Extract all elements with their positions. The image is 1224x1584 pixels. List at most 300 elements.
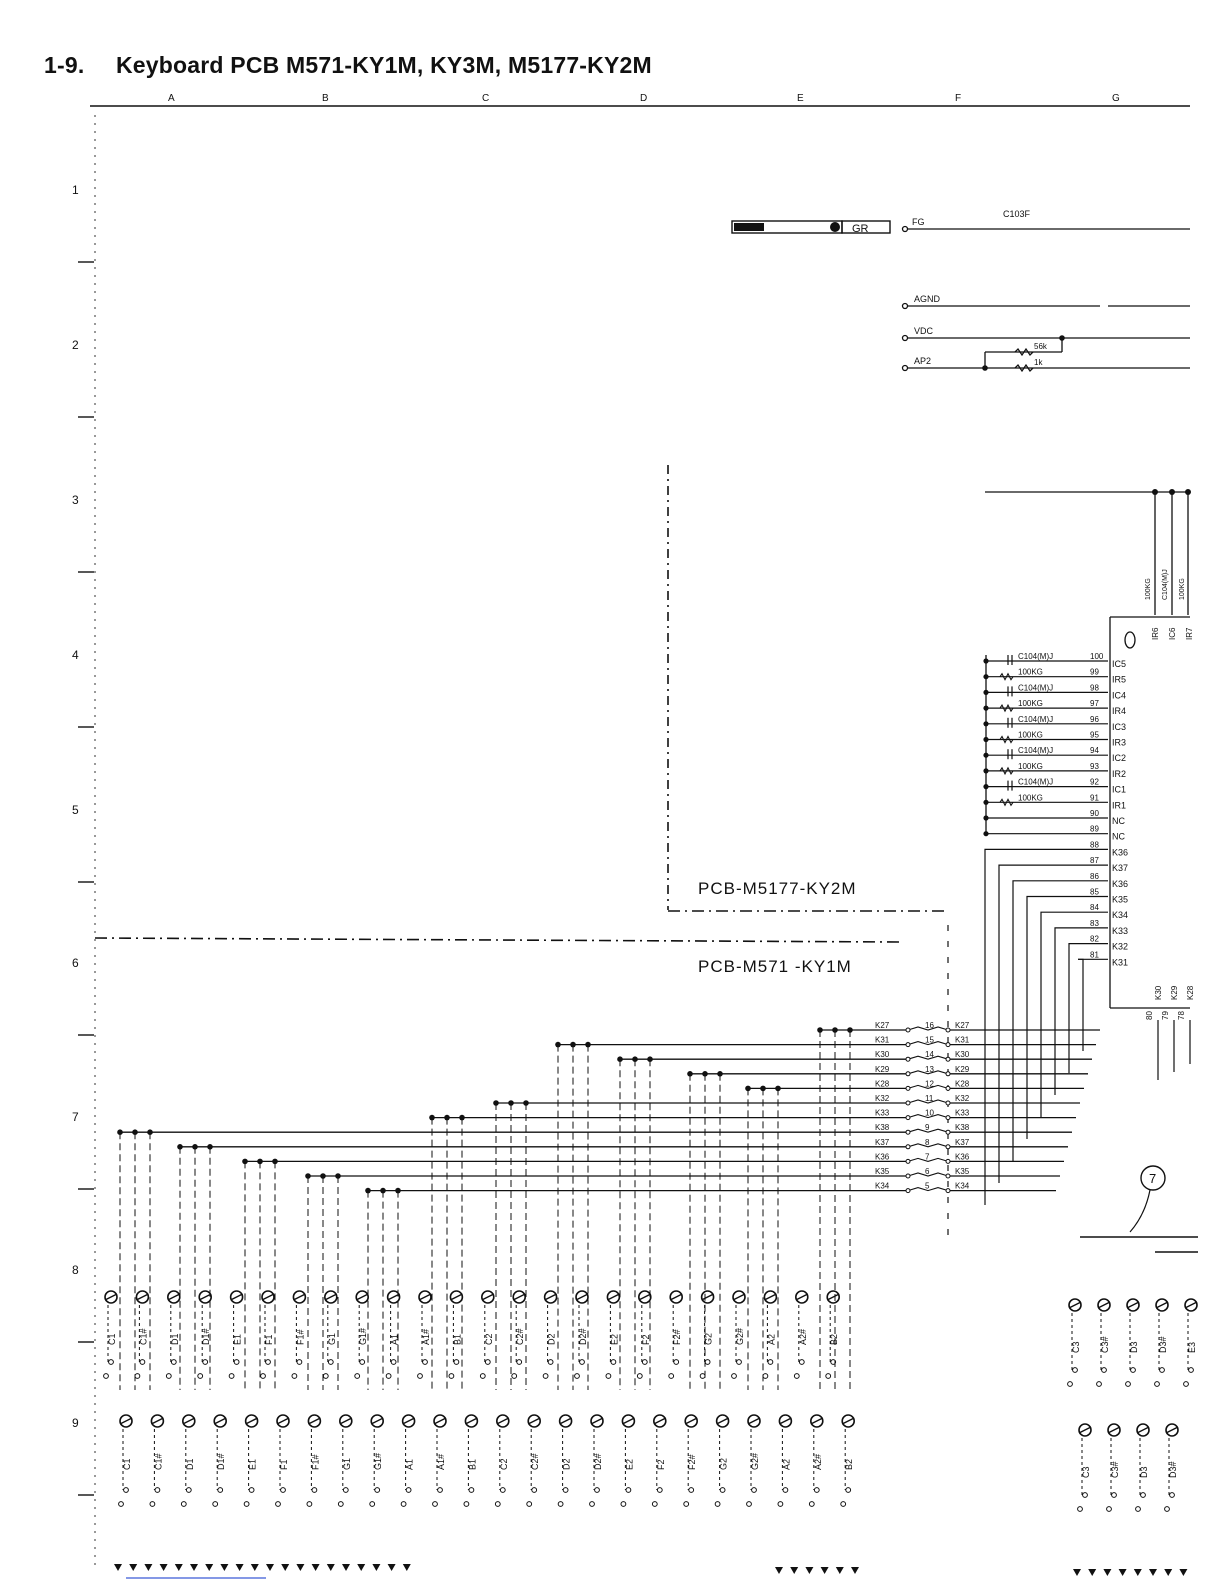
key-switch: [464, 1415, 477, 1506]
ky1m-boundary: [95, 938, 900, 942]
key-switch-bar: [1166, 1427, 1178, 1433]
row-label: 5: [72, 803, 79, 817]
pin-number: 100: [1090, 652, 1104, 661]
key-contact: [500, 1488, 505, 1493]
key-contact: [689, 1488, 694, 1493]
right-key-switches-row1: [1068, 1299, 1197, 1386]
key-label: E1: [247, 1458, 258, 1470]
key-contact: [543, 1374, 548, 1379]
key-contact: [229, 1374, 234, 1379]
key-contact: [292, 1374, 297, 1379]
pin-number: 80: [1145, 1011, 1154, 1020]
key-contact: [244, 1502, 249, 1507]
ground-symbol: [327, 1564, 335, 1571]
pin-label: IC5: [1112, 659, 1127, 669]
key-label: E3: [1187, 1341, 1197, 1353]
key-switch: [575, 1291, 588, 1378]
key-label: D3: [1139, 1466, 1149, 1478]
key-switch-bar: [246, 1418, 258, 1424]
ap2-node: [982, 365, 988, 371]
key-label: A1: [404, 1458, 415, 1470]
upper-component-label: 100KG: [1179, 578, 1186, 600]
key-contact: [841, 1502, 846, 1507]
key-label: F2#: [687, 1454, 698, 1470]
key-switch-bar: [340, 1418, 352, 1424]
column-label: A: [168, 93, 175, 104]
key-label: F1#: [295, 1329, 306, 1345]
key-contact: [249, 1488, 254, 1493]
key-switch: [355, 1291, 368, 1378]
pin-number: 88: [1090, 840, 1099, 850]
key-switch: [1155, 1299, 1168, 1386]
ground-symbol: [296, 1564, 304, 1571]
pin-part: C104(M)J: [1018, 777, 1054, 787]
key-contact: [590, 1502, 595, 1507]
key-label: F1: [279, 1459, 289, 1470]
pin-label: K33: [1112, 925, 1129, 936]
pin-label: IR5: [1112, 674, 1127, 685]
key-label: A1#: [421, 1328, 431, 1345]
connector-pin: [983, 699, 1126, 716]
key-switch: [104, 1291, 117, 1378]
key-contact: [642, 1360, 647, 1365]
k-contact-node: [906, 1159, 910, 1163]
key-contact: [104, 1374, 109, 1379]
connector-pin: [1078, 935, 1128, 952]
key-contact: [449, 1374, 454, 1379]
key-label: G1#: [358, 1327, 369, 1345]
k-contact-node: [906, 1043, 910, 1047]
callout-leader: [1130, 1190, 1150, 1232]
key-switch-bar: [1137, 1427, 1149, 1433]
k-contact-node: [906, 1189, 910, 1193]
k-right-label: K37: [955, 1137, 970, 1147]
key-switch: [590, 1415, 603, 1506]
key-contact: [1126, 1382, 1131, 1387]
pin-number: 99: [1090, 667, 1099, 677]
pin-label: IC2: [1112, 753, 1127, 764]
vdc-terminal: [903, 336, 908, 341]
key-contact: [700, 1374, 705, 1379]
key-contact: [480, 1374, 485, 1379]
key-contact: [338, 1502, 343, 1507]
ground-symbol: [144, 1564, 152, 1571]
key-switch-bar: [607, 1294, 619, 1300]
key-contact: [343, 1488, 348, 1493]
connector-pin: [983, 793, 1126, 810]
k-connector-row: [305, 1167, 1060, 1390]
key-switch-bar: [513, 1294, 525, 1300]
key-label: G2#: [750, 1452, 760, 1470]
key-switch: [543, 1291, 556, 1378]
k-pin-number: 14: [925, 1050, 934, 1060]
ground-strips: [114, 1564, 1187, 1578]
key-label: A1: [389, 1333, 400, 1345]
key-switch: [292, 1291, 305, 1378]
connector-pin: [1078, 872, 1128, 889]
pin-number: 79: [1161, 1011, 1170, 1020]
key-contact: [1160, 1368, 1165, 1373]
ground-symbol: [342, 1564, 350, 1571]
upper-pins: [1151, 627, 1194, 640]
key-switch: [715, 1415, 728, 1506]
k-left-label: K29: [875, 1064, 890, 1074]
key-contact: [846, 1488, 851, 1493]
pin-part: 100KG: [1018, 667, 1043, 677]
pin-part: 100KG: [1018, 730, 1043, 740]
key-switch-bar: [1098, 1302, 1110, 1308]
key-switch: [1097, 1299, 1110, 1386]
key-switch-bar: [1156, 1302, 1168, 1308]
key-switch: [826, 1291, 839, 1378]
key-switch: [1078, 1424, 1091, 1511]
ground-symbol: [790, 1567, 798, 1574]
connector-pin: [983, 668, 1126, 685]
column-label: E: [797, 93, 804, 104]
key-contact: [763, 1374, 768, 1379]
pin-label: K35: [1112, 894, 1129, 905]
key-label: D3: [1129, 1341, 1139, 1353]
key-contact: [135, 1374, 140, 1379]
pin-label: NC: [1112, 816, 1125, 826]
key-contact: [423, 1360, 428, 1365]
key-switch-bar: [231, 1294, 243, 1300]
connector-pin: [983, 825, 1125, 842]
key-contact: [606, 1374, 611, 1379]
pin-number: 98: [1090, 683, 1099, 693]
key-switch-bar: [465, 1418, 477, 1424]
key-contact: [1102, 1368, 1107, 1373]
key-switch-bar: [654, 1418, 666, 1424]
key-switch: [637, 1291, 650, 1378]
k-left-label: K34: [875, 1181, 890, 1191]
k-contact-node: [906, 1086, 910, 1090]
key-contact: [155, 1488, 160, 1493]
column-label: G: [1112, 93, 1120, 104]
key-label: B2: [844, 1458, 855, 1470]
key-switch: [652, 1415, 665, 1506]
pin-number: 93: [1090, 761, 1099, 771]
pin-number: 82: [1090, 934, 1099, 944]
k-right-label: K34: [955, 1181, 970, 1191]
key-switch-bar: [434, 1418, 446, 1424]
key-contact: [307, 1502, 312, 1507]
ground-symbol: [388, 1564, 396, 1571]
k-pin-number: 16: [925, 1021, 934, 1030]
right-key-switches-row2: [1078, 1424, 1178, 1511]
key-label: A2: [766, 1333, 777, 1345]
key-contact: [454, 1360, 459, 1365]
key-contact: [297, 1360, 302, 1365]
key-switch: [261, 1291, 274, 1378]
ground-symbol: [775, 1567, 783, 1574]
key-label: C2: [483, 1333, 494, 1345]
k-left-label: K36: [875, 1152, 890, 1162]
key-contact: [1073, 1368, 1078, 1373]
vdc-node: [1059, 335, 1065, 341]
pin-part: C104(M)J: [1018, 652, 1054, 661]
k-pin-number: 7: [925, 1152, 930, 1162]
key-contact: [469, 1488, 474, 1493]
key-switch: [495, 1415, 508, 1506]
key-contact: [1097, 1382, 1102, 1387]
key-label: G1#: [373, 1452, 384, 1470]
key-label: F2: [640, 1334, 651, 1345]
key-contact: [783, 1488, 788, 1493]
callout-7: [1080, 1166, 1198, 1252]
key-contact: [1170, 1493, 1175, 1498]
rail-node-3: [1185, 489, 1191, 495]
key-switch-bar: [1108, 1427, 1120, 1433]
upper-pin-label: IC6: [1168, 627, 1177, 640]
agnd-label: AGND: [914, 294, 941, 304]
ap2-terminal: [903, 366, 908, 371]
key-contact: [276, 1502, 281, 1507]
key-contact: [809, 1502, 814, 1507]
upper-component-label: C104(M)J: [1162, 569, 1169, 600]
key-switch: [480, 1291, 493, 1378]
key-label: E1: [232, 1333, 243, 1345]
pin-part: 100KG: [1018, 761, 1043, 771]
key-switch-bar: [796, 1294, 808, 1300]
k-left-label: K30: [875, 1050, 890, 1060]
k-contact-node: [906, 1130, 910, 1134]
key-switch-bar: [685, 1418, 697, 1424]
key-label: F1: [264, 1334, 274, 1345]
pin-label: K31: [1112, 957, 1129, 968]
key-contact: [166, 1374, 171, 1379]
pin-label: K36: [1112, 847, 1129, 858]
connector-pin: [983, 809, 1125, 826]
key-switch: [181, 1415, 194, 1506]
grid-row-labels: [72, 183, 94, 1495]
key-contact: [370, 1502, 375, 1507]
k-left-label: K35: [875, 1167, 890, 1176]
connector-label: GR: [852, 223, 869, 235]
key-contact: [438, 1488, 443, 1493]
connector-pin: [983, 778, 1126, 795]
key-contact: [281, 1488, 286, 1493]
connector-pin: [983, 652, 1126, 669]
pin-number: 92: [1090, 777, 1099, 787]
pin-to-k-wire: [1055, 928, 1078, 1095]
key-switch-bar: [482, 1294, 494, 1300]
key-contact: [261, 1374, 266, 1379]
key-switch-bar: [325, 1294, 337, 1300]
key-switch: [684, 1415, 697, 1506]
key-contact: [401, 1502, 406, 1507]
k-right-label: K33: [955, 1108, 970, 1118]
ground-symbol: [1073, 1569, 1081, 1576]
key-contact: [826, 1374, 831, 1379]
ground-symbol: [1134, 1569, 1142, 1576]
k-contact-node: [946, 1174, 950, 1178]
pin-to-k-wire: [1078, 959, 1083, 1051]
key-contact: [495, 1502, 500, 1507]
key-contact: [171, 1360, 176, 1365]
key-contact: [140, 1360, 145, 1365]
key-contact: [234, 1360, 239, 1365]
key-switch: [449, 1291, 462, 1378]
key-label: C3#: [1100, 1336, 1110, 1353]
key-switch-bar: [827, 1294, 839, 1300]
pin-label: K37: [1112, 863, 1129, 874]
pin-number: 81: [1090, 950, 1099, 960]
column-label: B: [322, 93, 329, 104]
pin-label: K29: [1170, 985, 1179, 1000]
key-switches-row2: [119, 1415, 855, 1506]
key-switch-bar: [622, 1418, 634, 1424]
key-switch: [418, 1291, 431, 1378]
key-switch-bar: [779, 1418, 791, 1424]
key-label: D1: [169, 1333, 180, 1345]
key-switch-bar: [105, 1294, 117, 1300]
key-switch-bar: [1185, 1302, 1197, 1308]
key-contact: [1184, 1382, 1189, 1387]
ky2m-label: PCB-M5177-KY2M: [698, 879, 857, 898]
c103-label: C103F: [1003, 209, 1031, 219]
key-label: B1: [467, 1458, 478, 1470]
key-switch-bar: [151, 1418, 163, 1424]
key-label: E2: [624, 1458, 635, 1470]
key-contact: [186, 1488, 191, 1493]
connector-pin: [983, 715, 1126, 732]
fg-terminal: [903, 227, 908, 232]
key-contact: [406, 1488, 411, 1493]
callout-number: 7: [1149, 1171, 1157, 1186]
key-contact: [657, 1488, 662, 1493]
connector-node: [830, 222, 840, 232]
k-left-label: K37: [875, 1137, 890, 1147]
key-switch-bar: [1079, 1427, 1091, 1433]
k-pin-number: 9: [925, 1123, 930, 1133]
ground-symbol: [190, 1564, 198, 1571]
key-contact: [391, 1360, 396, 1365]
pin-part: 100KG: [1018, 699, 1043, 709]
ground-symbol: [160, 1564, 168, 1571]
key-contact: [203, 1360, 208, 1365]
connector-pin-marker: [1125, 632, 1135, 648]
upper-components: [1145, 569, 1186, 600]
key-switch: [527, 1415, 540, 1506]
key-contact: [360, 1360, 365, 1365]
k-contact-node: [946, 1072, 950, 1076]
key-contact: [799, 1360, 804, 1365]
key-label: A2: [781, 1458, 792, 1470]
key-switch: [1107, 1424, 1120, 1511]
key-contact: [512, 1374, 517, 1379]
pin-to-k-wire: [1041, 912, 1078, 1117]
key-switch-bar: [591, 1418, 603, 1424]
key-label: D1#: [216, 1453, 227, 1470]
key-contact: [794, 1374, 799, 1379]
r56-label: 56k: [1034, 342, 1047, 351]
ground-symbol: [851, 1567, 859, 1574]
key-contact: [181, 1502, 186, 1507]
pin-label: IC3: [1112, 721, 1127, 732]
column-label: C: [482, 93, 490, 104]
row-label: 2: [72, 338, 79, 352]
key-contact: [1083, 1493, 1088, 1498]
ground-symbol: [1119, 1569, 1127, 1576]
k-connector-row: [617, 1050, 1092, 1390]
ground-symbol: [114, 1564, 122, 1571]
ap2-label: AP2: [914, 356, 932, 366]
ground-symbol: [372, 1564, 380, 1571]
key-label: C2#: [530, 1453, 541, 1470]
key-switch-bar: [356, 1294, 368, 1300]
pin-number: 95: [1090, 730, 1099, 740]
pin-number: 87: [1090, 856, 1099, 866]
pin-number: 91: [1090, 793, 1099, 803]
ground-symbol: [266, 1564, 274, 1571]
connector-pins: [983, 652, 1128, 967]
k-contact-node: [946, 1086, 950, 1090]
ground-symbol: [205, 1564, 213, 1571]
vdc-label: VDC: [914, 326, 934, 336]
rail-node-2: [1169, 489, 1175, 495]
key-contact: [637, 1374, 642, 1379]
pin-number: 86: [1090, 871, 1099, 881]
k-contact-node: [946, 1145, 950, 1149]
connector-pin: [1078, 856, 1128, 873]
connector-pin: [1078, 903, 1128, 920]
key-switch-bar: [214, 1418, 226, 1424]
pin-part: 100KG: [1018, 793, 1043, 803]
key-switch-bar: [560, 1418, 572, 1424]
key-contact: [669, 1374, 674, 1379]
ground-symbol: [403, 1564, 411, 1571]
k-right-label: K35: [955, 1167, 970, 1176]
key-label: D2#: [578, 1328, 588, 1345]
key-switch: [558, 1415, 571, 1506]
pin-label: K34: [1112, 910, 1129, 921]
k-left-label: K33: [875, 1108, 890, 1118]
key-label: C1#: [138, 1328, 149, 1345]
ground-symbol: [357, 1564, 365, 1571]
key-switch: [307, 1415, 320, 1506]
key-label: D2#: [593, 1453, 603, 1470]
k-contact-node: [946, 1189, 950, 1193]
key-contact: [595, 1488, 600, 1493]
right-bottom-pins: [1145, 985, 1195, 1080]
key-contact: [1112, 1493, 1117, 1498]
k-contact-node: [906, 1145, 910, 1149]
key-switch: [747, 1415, 760, 1506]
key-switch-bar: [450, 1294, 462, 1300]
right-bottom-pin: [1161, 985, 1179, 1072]
row-label: 3: [72, 493, 79, 507]
k-pin-number: 13: [925, 1064, 934, 1074]
key-label: A2#: [812, 1453, 823, 1470]
key-label: F2#: [672, 1329, 683, 1345]
key-contact: [732, 1374, 737, 1379]
key-switch: [276, 1415, 289, 1506]
key-switches-row1: [104, 1291, 840, 1378]
key-switch-bar: [528, 1418, 540, 1424]
key-switch: [700, 1291, 713, 1378]
key-label: F2: [655, 1459, 666, 1470]
key-contact: [684, 1502, 689, 1507]
key-contact: [109, 1360, 114, 1365]
k-contact-node: [946, 1028, 950, 1032]
key-contact: [580, 1360, 585, 1365]
key-switch-bar: [702, 1294, 714, 1300]
ground-symbol: [1103, 1569, 1111, 1576]
key-contact: [1165, 1507, 1170, 1512]
key-label: G1: [326, 1332, 337, 1345]
key-switch: [135, 1291, 148, 1378]
